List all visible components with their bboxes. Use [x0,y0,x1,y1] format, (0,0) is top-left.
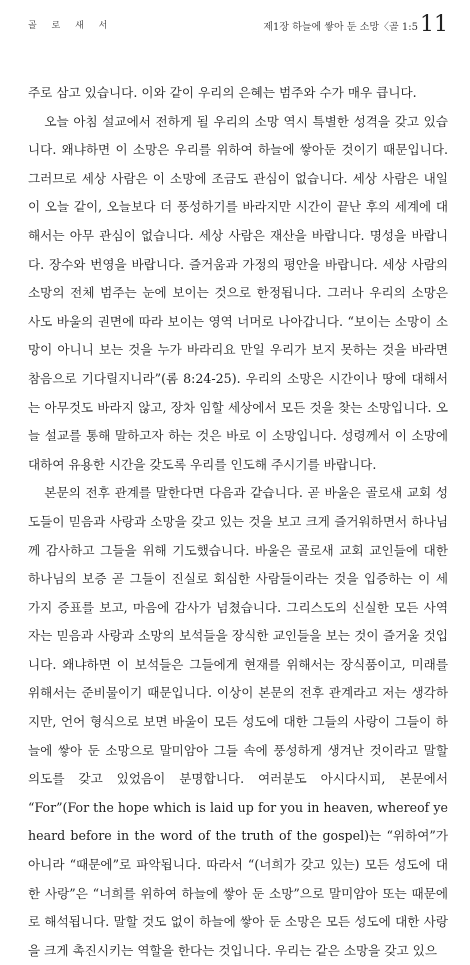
running-header [28,10,448,44]
paragraph-continuation: 주로 삼고 있습니다. 이와 같이 우리의 은혜는 범주와 수가 매우 큽니다. [28,85,417,100]
body-text [28,79,448,965]
chapter-reference: 제1장 하늘에 쌓아 둔 소망〈골 1:5 [263,22,418,33]
paragraph: 본문의 전후 관계를 말한다면 다음과 같습니다. 곧 바울은 골로새 교회 성도들이 믿음과 사랑과 소망을 갖고 있는 것을 보고 크게 즐거워하면서 하나님께 감사하고 그들을 위해 기도했습니다. 바울은 골로새 교회 교인들에 대한 하나님의 보증 곧 그들이 진실로 회심한 사람들이라는 것을 입증하는 이 세 가지 증표를 보고, 마음에 감사가 넘쳤습니다. 그리스도의 신실한 모든 사역자는 믿음과 사랑과 소망의 보석들을 장식한 교인들을 보는 것이 즐거울 것입니다. 왜냐하면 이 보석들은 그들에게 현재를 위해서는 장식품이고, 미래를 위해서는 준비물이기 때문입니다. 이상이 본문의 전후 관계라고 저는 생각하지만, 언어 형식으로 보면 바울이 모든 성도에 대한 그들의 사랑이 그들이 하늘에 쌓아 둔 소망으로 말미암아 그들 속에 풍성하게 생겨난 것이라고 말할 의도를 갖고 있었음이 분명합니다. 여러분도 아시다시피, 본문에서 “For”(For the hope which is laid up for you in heaven, whereof ye heard before in the word of the truth of the gospel)는 “위하여”가 아니라 “때문에”로 파악됩니다. 따라서 “(너희가 갖고 있는) 모든 성도에 대한 사랑”은 “너희를 위하여 하늘에 쌓아 둔 소망”으로 말미암아 또는 때문에로 해석됩니다. 말할 것도 없이 하늘에 쌓아 둔 소망은 모든 성도에 대한 사랑을 크게 촉진시키는 역할을 한다는 것입니다. 우리는 같은 소망을 갖고 있으 [28,485,448,958]
page-number: 11 [420,12,448,37]
book-title: 골 로 새 서 [28,21,114,31]
paragraph: 오늘 아침 설교에서 전하게 될 우리의 소망 역시 특별한 성격을 갖고 있습니다. 왜냐하면 이 소망은 우리를 위하여 하늘에 쌓아둔 것이기 때문입니다. 그러므로 세상 사람은 이 소망에 조금도 관심이 없습니다. 세상 사람은 내일이 오늘 같이, 오늘보다 더 풍성하기를 바라지만 시간이 끝난 후의 세계에 대해서는 아무 관심이 없습니다. 세상 사람은 재산을 바랍니다. 명성을 바랍니다. 장수와 번영을 바랍니다. 즐거움과 가정의 평안을 바랍니다. 세상 사람의 소망의 전체 범주는 눈에 보이는 것으로 한정됩니다. 그러나 우리의 소망은 사도 바울의 권면에 따라 보이는 영역 너머로 나아갑니다. “보이는 소망이 소망이 아니니 보는 것을 누가 바라리요 만일 우리가 보지 못하는 것을 바라면 참음으로 기다릴지니라”(롬 8:24-25). 우리의 소망은 시간이나 땅에 대해서는 아무것도 바라지 않고, 장차 임할 세상에서 모든 것을 찾는 소망입니다. 오늘 설교를 통해 말하고자 하는 것은 바로 이 소망입니다. 성령께서 이 소망에 대하여 유용한 시간을 갖도록 우리를 인도해 주시기를 바랍니다. [28,113,448,472]
